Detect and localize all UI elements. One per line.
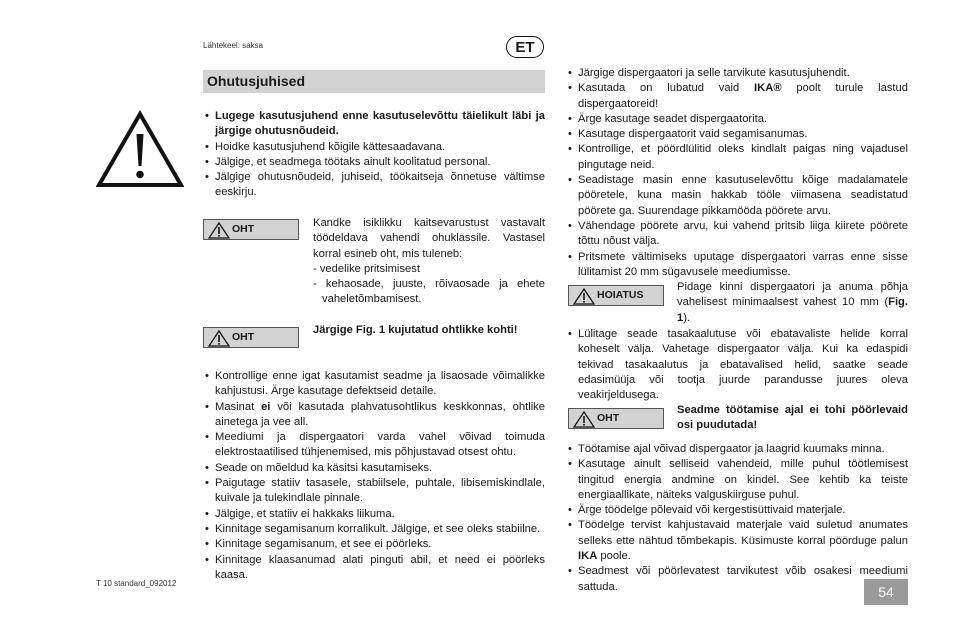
list-item: • Kinnitage segamisanum, et see ei pöörleks. bbox=[205, 537, 545, 552]
badge-label: OHT bbox=[597, 412, 620, 424]
list-item: • Kasutage ainult selliseid vahendeid, mille puhul töötlemisest tingitud energia andmine on kindel. See kehtib ka teiste energiaallikate, näiteks valguskiirguse puhul. bbox=[568, 457, 908, 503]
list-item: • Seadmest või pöörlevatest tarvikutest võib osakesi meediumi sattuda. bbox=[568, 564, 908, 595]
danger-badge bbox=[568, 408, 664, 429]
warning-small-icon bbox=[208, 222, 230, 239]
list-item: • Paigutage statiiv tasasele, stabiilsele, puhtale, libisemiskindlale, kuivale ja tulekindlale pinnale. bbox=[205, 476, 545, 507]
list-item: • Järgige dispergaatori ja selle tarvikute kasutusjuhendit. bbox=[568, 66, 908, 81]
danger-badge bbox=[203, 219, 299, 240]
warning-triangle-icon bbox=[96, 110, 184, 188]
document-id: T 10 standard_092012 bbox=[96, 579, 177, 588]
warning1-dash: - kehaosade, juuste, rõivaosade ja ehete vaheletõmbamisest. bbox=[313, 278, 545, 306]
danger-badge bbox=[203, 327, 299, 348]
list-item: • Hoidke kasutusjuhend kõigile kättesaadavana. bbox=[205, 140, 545, 155]
list-item: • Kinnitage klaasanumad alati pinguti abil, et need ei pöörleks kaasa. bbox=[205, 553, 545, 584]
list-item: • Pritsmete vältimiseks uputage dispergaatori varras enne sisse lülitamist 20 mm sügavusele meediumisse. bbox=[568, 250, 908, 281]
left-list bbox=[205, 369, 545, 583]
list-item: • Kinnitage segamisanum korralikult. Jälgige, et see oleks stabiilne. bbox=[205, 522, 545, 537]
list-item: • Lugege kasutusjuhend enne kasutuselevõttu täielikult läbi ja järgige ohutusnõudeid. bbox=[205, 109, 545, 140]
warning1-body bbox=[313, 216, 545, 308]
source-language: Lähtekeel: saksa bbox=[203, 41, 264, 50]
right-list-top bbox=[568, 66, 908, 280]
warning3-post: ). bbox=[683, 311, 691, 324]
warning-small-icon bbox=[573, 411, 595, 428]
intro-list bbox=[205, 109, 545, 201]
list-item: • Ärge kasutage seadet dispergaatorita. bbox=[568, 112, 908, 127]
list-item: • Seadistage masin enne kasutuselevõttu kõige madalamatele pööretele, kuna masin hakkab tööle viimasena seadistatud pöörete ga. Suurendage pikkamööda pöörete arvu. bbox=[568, 173, 908, 219]
warning2-text: Järgige Fig. 1 kujutatud ohtlikke kohti! bbox=[313, 324, 518, 336]
list-item: • Jälgige, et statiiv ei hakkaks liikuma. bbox=[205, 507, 545, 522]
warning-small-icon bbox=[208, 330, 230, 347]
language-badge: ET bbox=[506, 36, 544, 58]
section-title: Ohutusjuhised bbox=[203, 70, 545, 93]
badge-label: HOIATUS bbox=[597, 289, 644, 301]
warning-small-icon bbox=[573, 288, 595, 305]
badge-label: OHT bbox=[232, 223, 255, 235]
page-number: 54 bbox=[864, 579, 908, 605]
warning1-text: Kandke isiklikku kaitsevarustust vastavalt töödeldava vahendi ohuklassile. Vastasel korral esineb oht, mis tuleneb: bbox=[313, 217, 545, 260]
list-item: • Meediumi ja dispergaatori varda vahel võivad toimuda elektrostaatilised tühjenemised, mis põhjustavad otsest ohtu. bbox=[205, 430, 545, 461]
list-item: • Kontrollige enne igat kasutamist seadme ja lisaosade võimalikke kahjustusi. Ärge kasutage defektseid detaile. bbox=[205, 369, 545, 400]
list-item: • Jälgige ohutusnõudeid, juhiseid, töökaitseja õnnetuse vältimse eeskirju. bbox=[205, 170, 545, 201]
list-item: • Kontrollige, et pöördlülitid oleks kindlalt paigas ning vajadusel pingutage neid. bbox=[568, 142, 908, 173]
list-item: • Jälgige, et seadmega töötaks ainult koolitatud personal. bbox=[205, 155, 545, 170]
list-item: • Ärge töödelge põlevaid või kergestisüttivaid materjale. bbox=[568, 503, 908, 518]
list-item: • Töötamise ajal võivad dispergaator ja laagrid kuumaks minna. bbox=[568, 442, 908, 457]
list-item: • Kasutage dispergaatorit vaid segamisanumas. bbox=[568, 127, 908, 142]
list-item: • Masinat ei või kasutada plahvatusohtlikus keskkonnas, ohtlike ainetega ja vee all. bbox=[205, 400, 545, 431]
list-item: • Töödelge tervist kahjustavaid materjale vaid suletud anumates selleks ette nähtud tõmbekapis. Küsimuste korral pöörduge palun IKA poole. bbox=[568, 518, 908, 564]
right-list-mid bbox=[568, 327, 908, 403]
list-item: • Vähendage pöörete arvu, kui vahend pritsib liiga kiirete pöörete tõttu nõust välja. bbox=[568, 219, 908, 250]
right-list-bottom bbox=[568, 442, 908, 595]
warning3-pre: Pidage kinni dispergaatori ja anuma põhja vahelisest minimaalsest vahest 10 mm ( bbox=[677, 281, 908, 309]
list-item: • Seade on mõeldud ka käsitsi kasutamiseks. bbox=[205, 461, 545, 476]
list-item: • Kasutada on lubatud vaid IKA® poolt turule lastud dispergaatoreid! bbox=[568, 81, 908, 112]
caution-badge bbox=[568, 285, 664, 306]
warning1-dash: - vedelike pritsimisest bbox=[313, 262, 420, 275]
badge-label: OHT bbox=[232, 331, 255, 343]
fig-ref: Fig. 1 bbox=[677, 296, 908, 324]
list-item: • Lülitage seade tasakaalutuse või ebatavaliste helide korral koheselt välja. Vahetage dispergaator välja. Kui ka edaspidi tekivad tasakaalutus ja ebatavalised helid, saatke seade edasimüüja või tootja juurde parandusse juures oleva veakirjeldusega. bbox=[568, 327, 908, 403]
warning3-text bbox=[677, 280, 908, 326]
warning4-text: Seadme töötamise ajal ei tohi pöörlevaid osi puudutada! bbox=[677, 404, 908, 432]
